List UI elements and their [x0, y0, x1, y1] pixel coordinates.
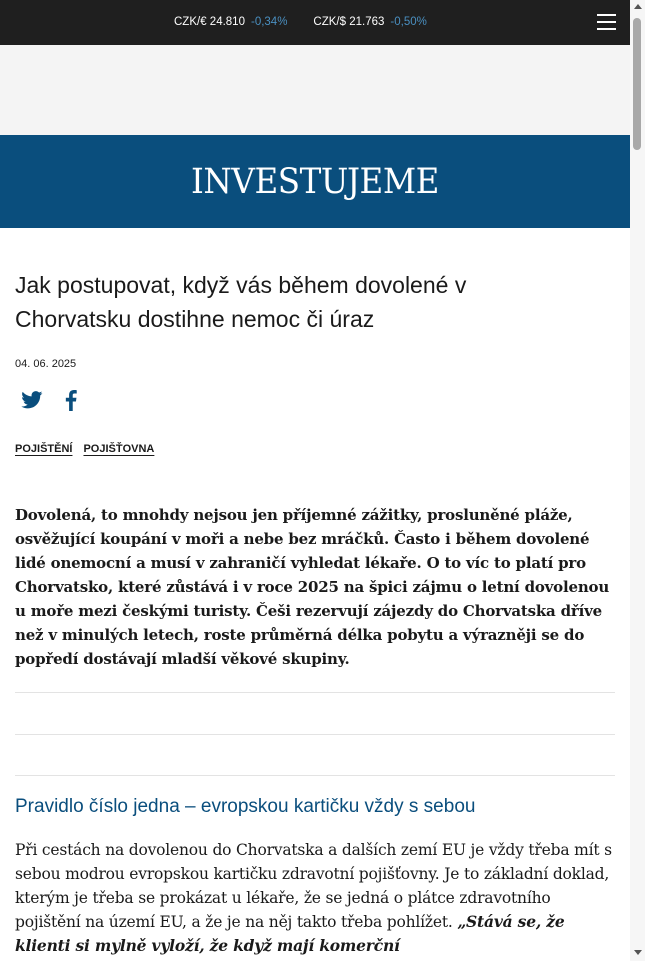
ticker-usd-label: CZK/$ 21.763 — [313, 16, 385, 28]
paragraph-quote: „Stává se, že klienti si mylně vyloží, že když mají komerční — [15, 912, 565, 955]
article-date: 04. 06. 2025 — [15, 358, 77, 370]
article-title: Jak postupovat, když vás během dovolené v Chorvatsku dostihne nemoc či úraz — [15, 272, 467, 332]
currency-topbar — [0, 0, 630, 45]
twitter-icon[interactable] — [21, 391, 43, 409]
site-logo[interactable]: INVESTUJEME — [191, 162, 439, 202]
scrollbar-thumb[interactable] — [633, 18, 641, 150]
ticker-eur[interactable] — [174, 16, 287, 28]
article — [0, 268, 630, 958]
scrollbar[interactable] — [630, 0, 645, 961]
tag-pojistovna[interactable]: POJIŠŤOVNA — [83, 443, 155, 455]
divider — [15, 775, 615, 776]
share-buttons — [21, 388, 615, 412]
currency-ticker — [174, 16, 427, 28]
ticker-usd-change: -0,50% — [390, 16, 427, 28]
facebook-icon[interactable] — [65, 390, 77, 411]
brand-header — [0, 135, 630, 228]
scroll-down-arrow-icon[interactable] — [634, 950, 642, 955]
ticker-usd[interactable] — [313, 16, 426, 28]
article-lead: Dovolená, to mnohdy nejsou jen příjemné zážitky, prosluněné pláže, osvěžující koupání v moři a nebe bez mráčků. Často i během dovolené lidé onemocní a musí v zahraničí vyhledat lékaře. O to víc to platí pro Chorvatsko, které zůstává i v roce 2025 na špici zájmu o letní dovolenou u moře mezi českými turisty. Češi rezervují zájezdy do Chorvatska dříve než v minulých letech, roste průměrná délka pobytu a výrazněji se do popředí dostávají mladší věkové skupiny. — [15, 506, 610, 668]
ticker-eur-label: CZK/€ 24.810 — [174, 16, 245, 28]
divider — [15, 734, 615, 735]
divider — [15, 692, 615, 693]
scroll-up-arrow-icon[interactable] — [634, 4, 642, 9]
paragraph-text: Při cestách na dovolenou do Chorvatska a dalších zemí EU je vždy třeba mít s sebou modrou evropskou kartičku zdravotní pojišťovny. Je to základní doklad, kterým je třeba se prokázat u lékaře, že se jedná o plátce zdravotního pojištění na území EU, a že je na něj takto třeba pohlížet. — [15, 841, 612, 931]
hamburger-icon[interactable] — [597, 14, 616, 31]
tag-pojisteni[interactable]: POJIŠTĚNÍ — [15, 443, 73, 455]
section-heading: Pravidlo číslo jedna – evropskou kartičku vždy s sebou — [15, 796, 476, 817]
article-paragraph — [15, 838, 615, 958]
ad-placeholder — [0, 45, 630, 135]
article-tags — [15, 443, 615, 455]
ticker-eur-change: -0,34% — [250, 16, 288, 28]
